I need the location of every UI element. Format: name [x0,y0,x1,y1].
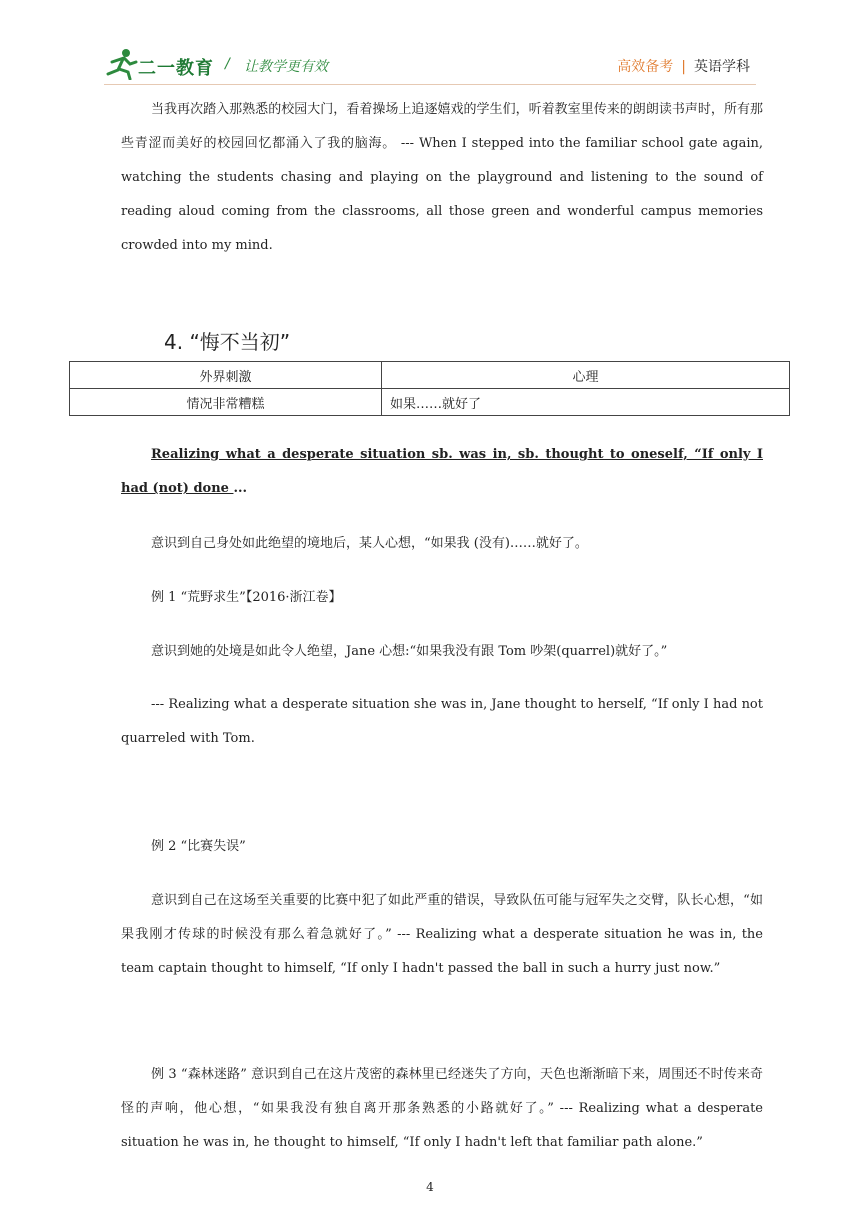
slogan: 让教学更有效 [244,59,328,75]
example3-body: 例 3 “森林迷路” 意识到自己在这片茂密的森林里已经迷失了方向，天色也渐渐暗下来，周围还不时传来奇怪的声响，他心想，“如果我没有独自离开那条熟悉的小路就好了。” --- Realizing what a desperate situation he was in, he thought to himself, “If only I hadn't left that familiar path alone.” [121,1067,763,1150]
formula-tail: ... [233,481,248,496]
example2-title: 例 2 “比赛失误” [151,839,246,854]
subject-label: 英语学科 [694,59,750,75]
example1-chinese: 意识到她的处境是如此令人绝望，Jane 心想:“如果我没有跟 Tom 吵架(quarrel)就好了。” [151,644,668,659]
page-number: 4 [426,1180,434,1194]
runner-logo-icon [104,48,138,80]
example2-body: 意识到自己在这场至关重要的比赛中犯了如此严重的错误，导致队伍可能与冠军失之交臂，队长心想，“如果我刚才传球的时候没有那么着急就好了。” --- Realizing what a desperate situation he was in, the team captain thought to himself, “If only I hadn't passed the ball in such a hurry just now.” [121,893,763,976]
header-separator: | [681,59,686,75]
slogan-divider: / [225,56,230,72]
formula-sentence [121,438,763,506]
example1-title: 例 1 “荒野求生”【2016·浙江卷】 [151,590,342,605]
formula-translation: 意识到自己身处如此绝望的境地后，某人心想，“如果我 (没有)……就好了。 [151,536,588,551]
page-header [0,0,860,90]
section-heading: 4. “悔不当初” [164,330,291,354]
exam-label: 高效备考 [617,59,674,75]
table-cell: 如果……就好了 [382,389,790,416]
formula-underlined: Realizing what a desperate situation sb. was in, sb. thought to oneself, “If only I had (not) done [121,447,763,496]
table-header-row [70,362,790,389]
table-header-cell: 心理 [382,362,790,389]
table-header-cell: 外界刺激 [70,362,382,389]
logo [104,48,224,82]
example1-english: --- Realizing what a desperate situation she was in, Jane thought to herself, “If only I had not quarreled with Tom. [121,697,763,746]
logo-text: 二一教育 [138,58,214,79]
stimulus-psychology-table [69,361,790,416]
header-divider [104,84,756,85]
table-row [70,389,790,416]
intro-paragraph: 当我再次踏入那熟悉的校园大门，看着操场上追逐嬉戏的学生们，听着教室里传来的朗朗读书声时，所有那些青涩而美好的校园回忆都涌入了我的脑海。 --- When I stepped into the familiar school gate again, watching the students chasing and playing on the playground and listening to the sound of reading aloud coming from the classrooms, all those green and wonderful campus memories crowded into my mind. [121,102,763,253]
table-cell: 情况非常糟糕 [70,389,382,416]
header-tags [617,56,750,76]
